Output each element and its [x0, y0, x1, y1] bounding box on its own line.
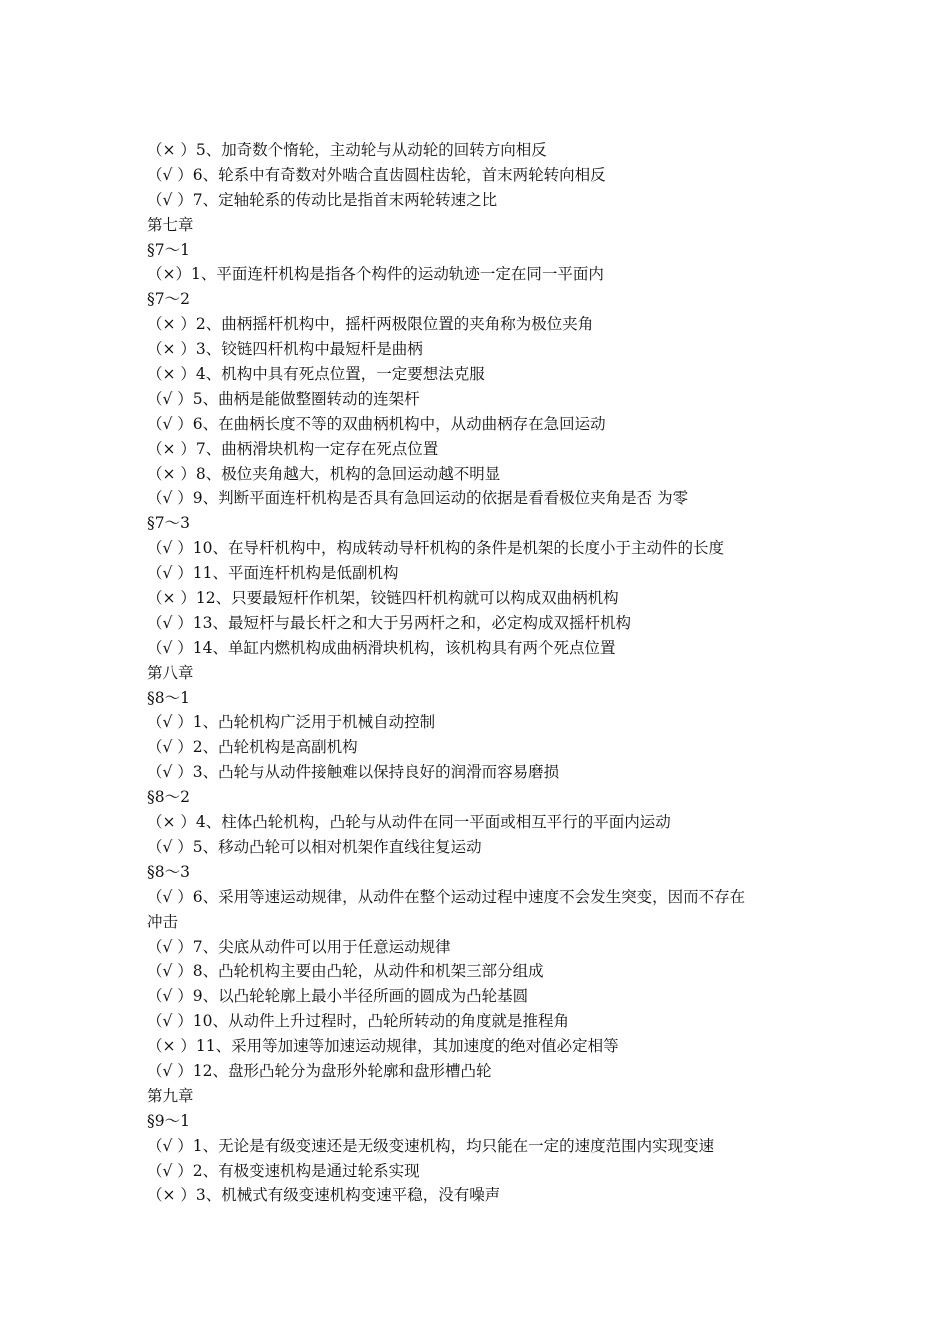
text-line: （√ ）10、在导杆机构中，构成转动导杆机构的条件是机架的长度小于主动件的长度 [147, 539, 725, 558]
section-heading: §7～2 [147, 290, 190, 309]
text-line: （× ）5、加奇数个惰轮，主动轮与从动轮的回转方向相反 [147, 141, 547, 159]
text-line: （√ ）6、轮系中有奇数对外啮合直齿圆柱齿轮，首末两轮转向相反 [147, 165, 606, 184]
section-heading: §8～2 [147, 788, 190, 807]
text-line: （× ）7、曲柄滑块机构一定存在死点位置 [147, 439, 439, 458]
text-line: （× ）8、极位夹角越大，机构的急回运动越不明显 [147, 464, 501, 483]
text-line: （√ ）2、凸轮机构是高副机构 [147, 738, 358, 757]
text-line: （√ ）5、曲柄是能做整圈转动的连架杆 [147, 389, 420, 408]
section-heading: §8～3 [147, 862, 190, 881]
text-line: （√ ）13、最短杆与最长杆之和大于另两杆之和，必定构成双摇杆机构 [147, 613, 632, 632]
text-line: （× ）3、机械式有级变速机构变速平稳，没有噪声 [147, 1186, 501, 1205]
text-line: （√ ）2、有极变速机构是通过轮系实现 [147, 1161, 420, 1180]
text-line: （×）1、平面连杆机构是指各个构件的运动轨迹一定在同一平面内 [147, 265, 604, 284]
section-heading: §8～1 [147, 688, 190, 707]
chapter-heading: 第七章 [147, 215, 194, 234]
document-page [147, 138, 827, 1208]
text-line: （× ）2、曲柄摇杆机构中，摇杆两极限位置的夹角称为极位夹角 [147, 315, 594, 334]
text-line: （× ）12、只要最短杆作机架，铰链四杆机构就可以构成双曲柄机构 [147, 589, 619, 608]
section-heading: §7～1 [147, 240, 190, 259]
chapter-heading: 第九章 [147, 1086, 194, 1105]
chapter-heading: 第八章 [147, 663, 194, 682]
text-line: （√ ）5、移动凸轮可以相对机架作直线往复运动 [147, 837, 482, 856]
text-line: （√ ）8、凸轮机构主要由凸轮，从动件和机架三部分组成 [147, 962, 544, 981]
text-line: （× ）11、采用等加速等加速运动规律，其加速度的绝对值必定相等 [147, 1037, 619, 1056]
section-heading: §7～3 [147, 514, 190, 533]
text-line: （√ ）1、无论是有级变速还是无级变速机构，均只能在一定的速度范围内实现变速 [147, 1136, 715, 1155]
text-line: （√ ）7、定轴轮系的传动比是指首末两轮转速之比 [147, 190, 498, 209]
text-line: （√ ）3、凸轮与从动件接触难以保持良好的润滑而容易磨损 [147, 763, 560, 782]
text-line: （√ ）14、单缸内燃机构成曲柄滑块机构，该机构具有两个死点位置 [147, 638, 616, 657]
text-line: （√ ）1、凸轮机构广泛用于机械自动控制 [147, 713, 436, 732]
text-line-continuation: 冲击 [147, 912, 179, 931]
text-line: （× ）4、机构中具有死点位置，一定要想法克服 [147, 365, 485, 384]
text-line: （× ）4、柱体凸轮机构，凸轮与从动件在同一平面或相互平行的平面内运动 [147, 813, 671, 832]
text-line: （√ ）10、从动件上升过程时，凸轮所转动的角度就是推程角 [147, 1012, 570, 1031]
text-line: （√ ）9、以凸轮轮廓上最小半径所画的圆成为凸轮基圆 [147, 987, 529, 1006]
text-line: （√ ）7、尖底从动件可以用于任意运动规律 [147, 937, 451, 956]
text-line: （√ ）9、判断平面连杆机构是否具有急回运动的依据是看看极位夹角是否 为零 [147, 489, 689, 508]
text-line: （√ ）11、平面连杆机构是低副机构 [147, 564, 399, 583]
text-line: （√ ）6、采用等速运动规律，从动件在整个运动过程中速度不会发生突变，因而不存在 [147, 887, 746, 906]
section-heading: §9～1 [147, 1111, 190, 1130]
text-line: （√ ）12、盘形凸轮分为盘形外轮廓和盘形槽凸轮 [147, 1061, 492, 1080]
text-line: （√ ）6、在曲柄长度不等的双曲柄机构中，从动曲柄存在急回运动 [147, 414, 606, 433]
text-line: （× ）3、铰链四杆机构中最短杆是曲柄 [147, 340, 423, 359]
